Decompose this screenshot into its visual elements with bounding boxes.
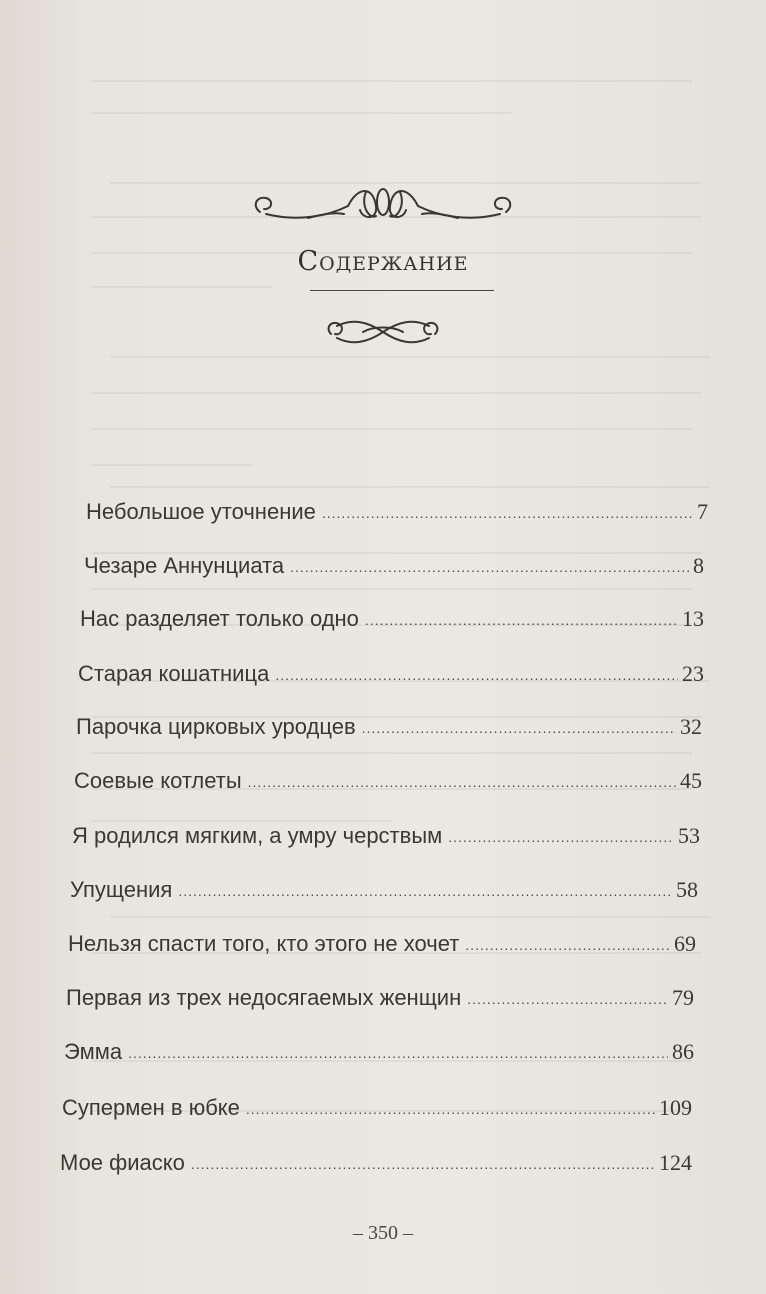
toc-entry-title: Мое фиаско: [60, 1150, 185, 1175]
toc-entry-title: Небольшое уточнение: [86, 499, 316, 524]
toc-leader-dots: [178, 883, 672, 899]
toc-leader-dots: [322, 505, 693, 521]
toc-entry[interactable]: [86, 499, 708, 525]
toc-entry-title: Первая из трех недосягаемых женщин: [66, 985, 462, 1010]
toc-leader-dots: [448, 829, 674, 845]
toc-entry-title: Супермен в юбке: [62, 1095, 240, 1120]
toc-entry-title: Соевые котлеты: [74, 768, 242, 793]
toc-leader-dots: [467, 991, 668, 1007]
toc-entry-title: Эмма: [64, 1039, 123, 1064]
toc-entry-page: 45: [680, 768, 702, 793]
toc-entry[interactable]: [84, 553, 704, 579]
toc-entry-title: Упущения: [70, 877, 173, 902]
toc-leader-dots: [246, 1101, 655, 1117]
toc-leader-dots: [290, 559, 689, 575]
toc-entry-page: 86: [672, 1039, 694, 1064]
toc-entry[interactable]: [62, 1095, 692, 1121]
toc-entry[interactable]: [78, 661, 704, 687]
toc-entry[interactable]: [68, 931, 696, 957]
toc-entry[interactable]: [70, 877, 698, 903]
toc-entry-page: 69: [674, 931, 696, 956]
toc-entry-page: 8: [693, 553, 704, 578]
toc-entry-page: 32: [680, 714, 702, 739]
toc-entry[interactable]: [64, 1039, 694, 1065]
toc-entry-title: Я родился мягким, а умру черствым: [72, 823, 443, 848]
toc-entry-page: 7: [697, 499, 708, 524]
toc-entry-title: Нас разделяет только одно: [80, 606, 359, 631]
toc-entry-page: 58: [676, 877, 698, 902]
toc-leader-dots: [465, 937, 670, 953]
toc-entry-title: Старая кошатница: [78, 661, 270, 686]
toc-entry[interactable]: [80, 606, 704, 632]
page-title: Содержание: [297, 246, 469, 277]
toc-entry[interactable]: [60, 1150, 692, 1176]
toc-entry-title: Парочка цирковых уродцев: [76, 714, 356, 739]
toc-leader-dots: [362, 720, 676, 736]
toc-entry-page: 23: [682, 661, 704, 686]
toc-entry-page: 124: [659, 1150, 692, 1175]
toc-entry-page: 53: [678, 823, 700, 848]
toc-entry[interactable]: [74, 768, 702, 794]
toc-leader-dots: [248, 774, 676, 790]
toc-leader-dots: [128, 1045, 668, 1061]
toc-entry-title: Нельзя спасти того, кто этого не хочет: [68, 931, 460, 956]
page-number: – 350 –: [353, 1222, 413, 1244]
toc-entry-title: Чезаре Аннунциата: [84, 553, 285, 578]
toc-entry[interactable]: [66, 985, 694, 1011]
toc-leader-dots: [275, 667, 678, 683]
toc-entry-page: 13: [682, 606, 704, 631]
toc-entry-page: 79: [672, 985, 694, 1010]
toc-entry[interactable]: [76, 714, 702, 740]
toc-leader-dots: [365, 612, 678, 628]
toc-entry-page: 109: [659, 1095, 692, 1120]
toc-leader-dots: [191, 1156, 655, 1172]
toc-entry[interactable]: [72, 823, 700, 849]
